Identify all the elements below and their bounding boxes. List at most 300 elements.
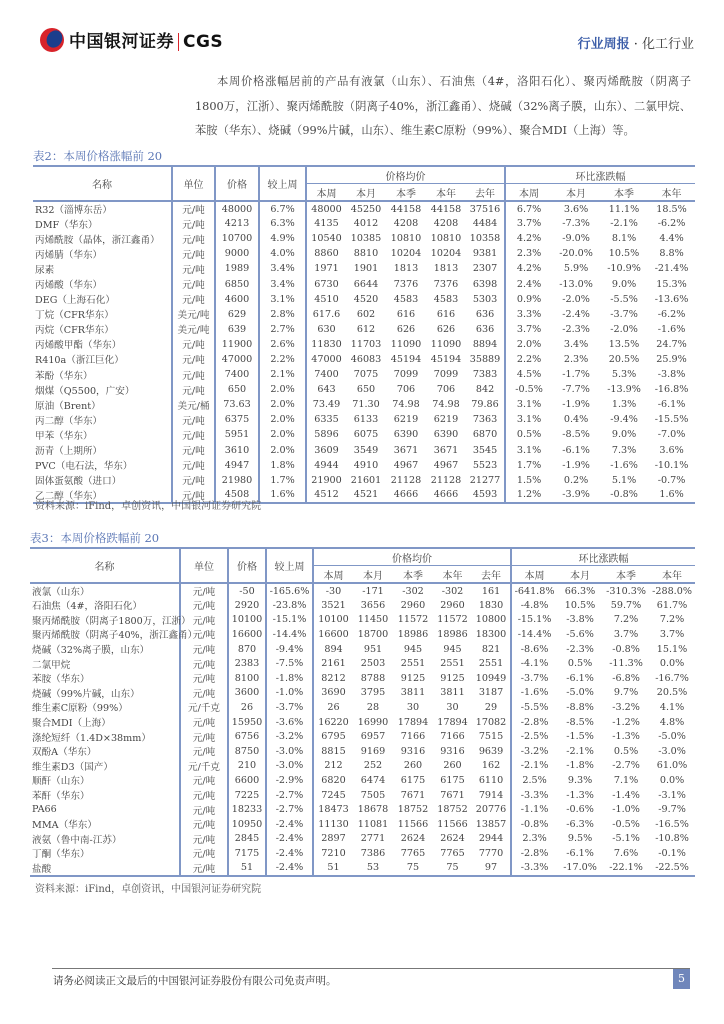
- avg-year-cell: 706: [436, 384, 456, 396]
- wow-change-cell: 3.4%: [259, 261, 306, 276]
- product-name-cell: 苯酚（华东）: [35, 370, 93, 382]
- avg-week-cell: 4135: [306, 216, 346, 231]
- chg-quarter-cell: -1.2%: [612, 716, 640, 728]
- unit-cell: 元/吨: [180, 744, 228, 759]
- wow-change-cell: 2.8%: [259, 307, 306, 322]
- chg-month-cell: -1.5%: [566, 731, 594, 743]
- avg-year-cell: 3671: [433, 444, 459, 456]
- avg-week-cell: 8212: [313, 671, 353, 686]
- table-row: [30, 642, 695, 657]
- wow-change-cell: -2.7%: [266, 802, 313, 817]
- avg-last-year-cell: 17082: [475, 716, 507, 728]
- avg-year-cell: 945: [443, 643, 462, 655]
- avg-subheader: 本周: [313, 566, 353, 584]
- table-row: [30, 846, 695, 861]
- chg-year-cell: 15.1%: [656, 643, 688, 655]
- product-name-cell: 液氯（山东）: [32, 587, 90, 598]
- price-cell: 4947: [215, 458, 259, 473]
- chg-year-cell: -3.8%: [657, 369, 686, 381]
- table-row: [30, 729, 695, 744]
- avg-month-cell: 71.30: [352, 399, 380, 411]
- avg-year-cell: 11566: [437, 818, 468, 830]
- avg-week-cell: 8860: [306, 246, 346, 261]
- price-cell: 3600: [228, 686, 266, 701]
- price-cell: 210: [228, 759, 266, 774]
- chg-week-cell: -1.6%: [511, 686, 557, 701]
- wow-change-cell: -23.8%: [266, 598, 313, 613]
- chg-week-cell: -4.8%: [511, 598, 557, 613]
- avg-quarter-cell: 11090: [390, 338, 422, 350]
- chg-week-cell: 4.5%: [505, 367, 552, 382]
- name-header: 名称: [92, 180, 112, 191]
- chg-month-cell: -1.3%: [566, 789, 594, 801]
- chg-quarter-cell: -0.8%: [612, 643, 640, 655]
- avg-last-year-cell: 5523: [472, 459, 498, 471]
- product-name-cell: R410a（浙江巨化）: [35, 355, 124, 367]
- chg-subheader: 本周: [511, 566, 557, 584]
- avg-quarter-cell: 17894: [397, 716, 429, 728]
- chg-quarter-cell: 5.1%: [611, 474, 637, 486]
- avg-week-cell: 5896: [306, 427, 346, 442]
- avg-subheader: 本年: [433, 566, 472, 584]
- wow-change-cell: -7.5%: [266, 656, 313, 671]
- chg-month-cell: -5.0%: [566, 687, 594, 699]
- chg-month-cell: -7.7%: [562, 384, 590, 396]
- avg-quarter-cell: 21128: [390, 474, 422, 486]
- price-cell: 1989: [215, 261, 259, 276]
- chg-year-cell: 4.4%: [659, 233, 684, 245]
- product-name-cell: 原油（Brent）: [35, 400, 101, 412]
- price-cell: 4508: [215, 488, 259, 503]
- avg-week-cell: 26: [313, 700, 353, 715]
- chg-quarter-cell: -3.2%: [612, 701, 640, 713]
- unit-cell: 元/千克: [180, 700, 228, 715]
- name-header: 名称: [94, 562, 115, 573]
- price-cell: 4213: [215, 216, 259, 231]
- chg-year-cell: 18.5%: [656, 203, 687, 215]
- product-name-cell: 顺酐（山东）: [32, 776, 90, 788]
- wow-change-cell: -9.4%: [266, 642, 313, 657]
- wow-change-cell: 6.7%: [259, 201, 306, 216]
- avg-month-cell: 6474: [360, 774, 386, 786]
- product-name-cell: 维生素D3（国产）: [32, 761, 113, 773]
- unit-cell: 元/吨: [172, 367, 215, 382]
- avg-week-cell: 21900: [306, 473, 346, 488]
- wow-change-cell: 2.0%: [259, 382, 306, 397]
- chg-week-cell: 0.9%: [505, 292, 552, 307]
- avg-quarter-cell: 7166: [400, 731, 426, 743]
- price-cell: 51: [228, 861, 266, 876]
- avg-last-year-cell: 3187: [478, 687, 504, 699]
- avg-week-cell: 11830: [306, 337, 346, 352]
- avg-quarter-cell: 260: [403, 760, 423, 772]
- chg-month-cell: -7.3%: [562, 218, 590, 230]
- chg-year-cell: -10.1%: [654, 459, 689, 471]
- unit-cell: 元/吨: [172, 201, 215, 216]
- chg-quarter-cell: -1.4%: [612, 789, 640, 801]
- unit-cell: 元/吨: [180, 686, 228, 701]
- chg-quarter-cell: 8.1%: [611, 233, 637, 245]
- avg-year-cell: 4583: [433, 293, 459, 305]
- avg-month-cell: 1901: [353, 263, 379, 275]
- wow-header: 较上周: [266, 548, 313, 583]
- chg-month-cell: -2.3%: [566, 643, 594, 655]
- chg-month-cell: 66.3%: [564, 585, 596, 597]
- unit-cell: 元/吨: [172, 458, 215, 473]
- price-cell: 4600: [215, 292, 259, 307]
- chg-month-cell: -0.6%: [566, 804, 594, 816]
- chg-quarter-cell: 9.0%: [611, 278, 637, 290]
- unit-cell: 元/吨: [180, 846, 228, 861]
- avg-month-cell: 3795: [360, 687, 386, 699]
- chg-year-cell: -7.0%: [657, 429, 686, 441]
- chg-week-cell: -15.1%: [511, 613, 557, 628]
- chg-month-cell: -1.8%: [566, 760, 594, 772]
- avg-year-cell: 7671: [440, 789, 465, 801]
- avg-quarter-cell: 10204: [390, 248, 422, 260]
- avg-year-cell: 9316: [440, 745, 465, 757]
- avg-quarter-cell: -302: [402, 585, 424, 597]
- chg-year-cell: 25.9%: [656, 353, 687, 365]
- avg-week-cell: 4512: [306, 488, 346, 503]
- avg-group-header: 价格均价: [306, 166, 505, 184]
- table-row: [30, 715, 695, 730]
- product-name-cell: 丙烯酸（华东）: [35, 280, 103, 292]
- chg-year-cell: -13.6%: [654, 293, 689, 305]
- avg-week-cell: 6820: [313, 773, 353, 788]
- avg-month-cell: 4520: [353, 293, 379, 305]
- avg-quarter-cell: 7099: [393, 369, 419, 381]
- price-cell: 870: [228, 642, 266, 657]
- wow-change-cell: 1.8%: [259, 458, 306, 473]
- product-name-cell: 尿素: [35, 264, 55, 276]
- chg-week-cell: -1.1%: [511, 802, 557, 817]
- chg-month-cell: -6.1%: [566, 672, 594, 684]
- avg-quarter-cell: 945: [403, 643, 423, 655]
- unit-cell: 元/吨: [180, 817, 228, 832]
- chg-quarter-cell: 5.3%: [611, 369, 637, 381]
- avg-month-cell: 3549: [353, 444, 379, 456]
- avg-year-cell: 3811: [440, 687, 465, 699]
- product-name-cell: 盐酸: [32, 863, 52, 875]
- unit-cell: 元/吨: [172, 261, 215, 276]
- chg-year-cell: -16.7%: [655, 672, 689, 684]
- price-cell: 6756: [228, 729, 266, 744]
- chg-quarter-cell: -9.4%: [610, 414, 638, 426]
- chg-month-cell: -20.0%: [559, 248, 593, 260]
- unit-cell: 元/吨: [180, 729, 228, 744]
- avg-month-cell: 612: [356, 323, 376, 335]
- chg-quarter-cell: -10.9%: [607, 263, 641, 275]
- industry-label: 化工行业: [641, 37, 694, 52]
- table-row: [30, 788, 695, 803]
- wow-change-cell: 2.1%: [259, 367, 306, 382]
- product-name-cell: 二氯甲烷: [32, 659, 71, 671]
- unit-header: 单位: [180, 548, 228, 583]
- avg-month-cell: 6075: [353, 429, 379, 441]
- avg-month-cell: 28: [366, 701, 380, 713]
- unit-cell: 元/吨: [180, 715, 228, 730]
- chg-month-cell: -1.9%: [562, 459, 590, 471]
- avg-year-cell: 11572: [437, 614, 468, 626]
- chg-month-cell: -2.4%: [562, 308, 590, 320]
- avg-quarter-cell: 4967: [393, 459, 419, 471]
- avg-year-cell: 74.98: [432, 399, 460, 411]
- company-logo: [40, 27, 223, 52]
- price-cell: -50: [228, 583, 266, 598]
- footer-disclaimer: 请务必阅读正文最后的中国银河证券股份有限公司免责声明。: [53, 975, 337, 987]
- product-name-cell: 丙烯酰胺（晶体，浙江鑫甬）: [35, 234, 160, 246]
- avg-last-year-cell: 8894: [472, 338, 498, 350]
- avg-month-cell: 21601: [350, 474, 382, 486]
- wow-change-cell: -2.7%: [266, 788, 313, 803]
- wow-change-cell: -2.4%: [266, 832, 313, 847]
- avg-quarter-cell: 4583: [393, 293, 419, 305]
- chg-month-cell: -17.0%: [563, 862, 597, 874]
- product-name-cell: 烧碱（99%片碱，山东）: [32, 688, 140, 700]
- wow-change-cell: -3.0%: [266, 744, 313, 759]
- avg-month-cell: 6957: [360, 731, 386, 743]
- unit-cell: 元/吨: [172, 382, 215, 397]
- avg-week-cell: 630: [306, 322, 346, 337]
- avg-year-cell: 10810: [430, 233, 462, 245]
- table-row: [30, 613, 695, 628]
- chg-quarter-cell: 7.1%: [613, 774, 639, 786]
- product-name-cell: 聚合MDI（上海）: [32, 718, 111, 730]
- table-row: [33, 352, 695, 367]
- chg-month-cell: 3.4%: [563, 338, 589, 350]
- chg-month-cell: 0.2%: [563, 474, 589, 486]
- avg-year-cell: 7099: [433, 369, 459, 381]
- chg-quarter-cell: -1.3%: [612, 731, 640, 743]
- avg-quarter-cell: 30: [406, 701, 420, 713]
- price-cell: 26: [228, 700, 266, 715]
- avg-subheader: 本月: [353, 566, 393, 584]
- chg-quarter-cell: -0.8%: [610, 489, 638, 501]
- avg-year-cell: 45194: [430, 353, 462, 365]
- chg-quarter-cell: 10.5%: [608, 248, 640, 260]
- product-name-cell: PVC（电石法，华东）: [35, 461, 133, 473]
- table-row: [30, 583, 695, 598]
- table-row: [33, 382, 695, 397]
- chg-week-cell: -3.3%: [511, 788, 557, 803]
- avg-last-year-cell: 7383: [472, 369, 498, 381]
- unit-header: 单位: [172, 166, 215, 201]
- product-name-cell: 石油焦（4#，洛阳石化）: [32, 601, 143, 613]
- wow-change-cell: -14.4%: [266, 627, 313, 642]
- chg-month-cell: -5.6%: [566, 628, 594, 640]
- avg-week-cell: 47000: [306, 352, 346, 367]
- chg-quarter-cell: 20.5%: [608, 353, 640, 365]
- chg-month-cell: 9.3%: [567, 774, 593, 786]
- chg-week-cell: 4.2%: [505, 231, 552, 246]
- chg-quarter-cell: -3.7%: [610, 308, 638, 320]
- product-name-cell: 丙二醇（华东）: [35, 415, 103, 427]
- price-cell: 8750: [228, 744, 266, 759]
- unit-cell: 元/吨: [180, 773, 228, 788]
- chg-month-cell: -8.5%: [566, 716, 594, 728]
- chg-month-cell: -8.8%: [566, 701, 594, 713]
- avg-last-year-cell: 2944: [478, 833, 504, 845]
- table2-source: 资料来源：iFind，卓创资讯，中国银河证券研究院: [35, 501, 262, 512]
- table-row: [33, 276, 695, 291]
- chg-year-cell: 0.0%: [659, 658, 685, 670]
- chg-quarter-cell: -13.9%: [607, 384, 641, 396]
- wow-change-cell: -1.0%: [266, 686, 313, 701]
- avg-last-year-cell: 2307: [472, 263, 498, 275]
- avg-subheader: 本年: [426, 184, 466, 202]
- avg-year-cell: 6219: [433, 414, 459, 426]
- chg-week-cell: -0.8%: [511, 817, 557, 832]
- avg-year-cell: 2551: [440, 658, 465, 670]
- chg-quarter-cell: -5.1%: [612, 833, 640, 845]
- avg-month-cell: 11703: [350, 338, 382, 350]
- avg-subheader: 去年: [466, 184, 505, 202]
- unit-cell: 元/吨: [172, 412, 215, 427]
- summary-paragraph: 本周价格涨幅居前的产品有液氯（山东）、石油焦（4#，洛阳石化）、聚丙烯酰胺（阴离子1800万，江浙）、聚丙烯酰胺（阴离子40%，浙江鑫甬）、烧碱（32%离子膜，山东）、二氯甲烷、苯胺（华东）、烧碱（99%片碱，山东）、维生素C原粉（99%）、聚合MDI（上海）等。: [195, 75, 691, 137]
- product-name-cell: 丙烷（CFR华东）: [35, 325, 114, 337]
- avg-quarter-cell: 4208: [393, 218, 419, 230]
- product-name-cell: 丁烷（CFR华东）: [35, 310, 114, 322]
- avg-last-year-cell: 5303: [472, 293, 498, 305]
- avg-week-cell: 6335: [306, 412, 346, 427]
- chg-month-cell: -2.0%: [562, 293, 590, 305]
- chg-quarter-cell: -6.8%: [612, 672, 640, 684]
- table-row: [30, 671, 695, 686]
- avg-week-cell: 7245: [313, 788, 353, 803]
- chg-year-cell: -6.2%: [657, 308, 686, 320]
- avg-last-year-cell: 161: [481, 585, 501, 597]
- chg-quarter-cell: 13.5%: [608, 338, 640, 350]
- chg-year-cell: -3.1%: [658, 789, 686, 801]
- chg-year-cell: 61.7%: [656, 599, 688, 611]
- chg-month-cell: -1.9%: [562, 399, 590, 411]
- chg-week-cell: -641.8%: [511, 583, 557, 598]
- table3-caption: 表3：本周价格跌幅前 20: [30, 531, 160, 545]
- avg-year-cell: 6175: [440, 774, 465, 786]
- avg-last-year-cell: 97: [484, 862, 498, 874]
- product-name-cell: 丙烯酸甲酯（华东）: [35, 340, 122, 352]
- chg-quarter-cell: -0.5%: [612, 818, 640, 830]
- unit-cell: 元/吨: [172, 473, 215, 488]
- chg-week-cell: -14.4%: [511, 627, 557, 642]
- chg-quarter-cell: -310.3%: [606, 585, 646, 597]
- avg-last-year-cell: 18300: [475, 628, 507, 640]
- avg-year-cell: 7166: [440, 731, 465, 743]
- avg-month-cell: 951: [363, 643, 383, 655]
- avg-year-cell: 6390: [433, 429, 459, 441]
- product-name-cell: 聚丙烯酰胺（阴离子1800万，江浙）: [32, 615, 191, 627]
- product-name-cell: 烟煤（Q5500，广安）: [35, 385, 135, 397]
- chg-quarter-cell: -1.6%: [610, 459, 638, 471]
- avg-week-cell: 212: [313, 759, 353, 774]
- avg-last-year-cell: 636: [475, 308, 495, 320]
- avg-month-cell: 16990: [357, 716, 389, 728]
- chg-quarter-cell: -22.1%: [609, 862, 643, 874]
- avg-last-year-cell: 7515: [478, 731, 504, 743]
- product-name-cell: 聚丙烯酰胺（阴离子40%，浙江鑫甬）: [32, 630, 198, 642]
- wow-change-cell: -2.4%: [266, 817, 313, 832]
- avg-week-cell: 4944: [306, 458, 346, 473]
- unit-cell: 元/吨: [180, 613, 228, 628]
- price-cell: 6600: [228, 773, 266, 788]
- price-cell: 629: [215, 307, 259, 322]
- chg-quarter-cell: 7.6%: [613, 847, 639, 859]
- chg-week-cell: -0.5%: [505, 382, 552, 397]
- chg-month-cell: 5.9%: [563, 263, 589, 275]
- avg-year-cell: 11090: [430, 338, 462, 350]
- avg-subheader: 本季: [386, 184, 426, 202]
- chg-month-cell: -6.3%: [566, 818, 594, 830]
- avg-week-cell: 18473: [313, 802, 353, 817]
- chg-year-cell: 3.6%: [659, 444, 684, 456]
- chg-week-cell: 1.5%: [505, 473, 552, 488]
- chg-year-cell: 4.8%: [659, 716, 685, 728]
- chg-year-cell: 0.0%: [659, 774, 685, 786]
- wow-change-cell: 4.0%: [259, 246, 306, 261]
- product-name-cell: 苯胺（华东）: [32, 674, 90, 686]
- price-cell: 6375: [215, 412, 259, 427]
- chg-week-cell: -4.1%: [511, 656, 557, 671]
- unit-cell: 元/吨: [180, 832, 228, 847]
- avg-week-cell: 2161: [313, 656, 353, 671]
- chg-quarter-cell: -11.3%: [609, 658, 643, 670]
- avg-week-cell: 3521: [313, 598, 353, 613]
- table-row: [33, 231, 695, 246]
- table-row: [33, 443, 695, 458]
- product-name-cell: R32（淄博东岳）: [35, 205, 112, 217]
- chg-week-cell: 1.7%: [505, 458, 552, 473]
- avg-month-cell: -171: [362, 585, 384, 597]
- unit-cell: 元/吨: [180, 598, 228, 613]
- avg-month-cell: 2503: [360, 658, 386, 670]
- chg-week-cell: -3.2%: [511, 744, 557, 759]
- avg-last-year-cell: 21277: [469, 474, 501, 486]
- price-cell: 9000: [215, 246, 259, 261]
- chg-year-cell: 1.6%: [659, 489, 684, 501]
- product-name-cell: 双酚A（华东）: [32, 747, 97, 759]
- avg-month-cell: 9169: [360, 745, 386, 757]
- avg-quarter-cell: 1813: [393, 263, 419, 275]
- product-name-cell: DMF（华东）: [35, 219, 98, 231]
- avg-year-cell: 4208: [433, 218, 459, 230]
- avg-quarter-cell: 6390: [393, 429, 419, 441]
- chg-subheader: 本季: [603, 566, 649, 584]
- chg-subheader: 本季: [600, 184, 648, 202]
- unit-cell: 美元/桶: [172, 397, 215, 412]
- avg-week-cell: 3690: [313, 686, 353, 701]
- table-row: [33, 397, 695, 412]
- chg-quarter-cell: 9.0%: [611, 429, 637, 441]
- avg-week-cell: 51: [313, 861, 353, 876]
- unit-cell: 元/吨: [172, 427, 215, 442]
- avg-last-year-cell: 37516: [469, 203, 501, 215]
- table-row: [33, 412, 695, 427]
- avg-last-year-cell: 10800: [475, 614, 507, 626]
- avg-quarter-cell: 9316: [400, 745, 426, 757]
- avg-year-cell: 21128: [430, 474, 462, 486]
- avg-last-year-cell: 3545: [472, 444, 498, 456]
- avg-quarter-cell: 7765: [400, 847, 426, 859]
- chg-year-cell: 4.1%: [659, 701, 685, 713]
- chg-year-cell: -16.5%: [655, 818, 689, 830]
- avg-year-cell: 4967: [433, 459, 459, 471]
- chg-subheader: 本月: [552, 184, 600, 202]
- product-name-cell: 丁酮（华东）: [32, 849, 90, 861]
- wow-change-cell: -1.8%: [266, 671, 313, 686]
- chg-year-cell: -1.6%: [657, 323, 686, 335]
- avg-year-cell: 7765: [440, 847, 465, 859]
